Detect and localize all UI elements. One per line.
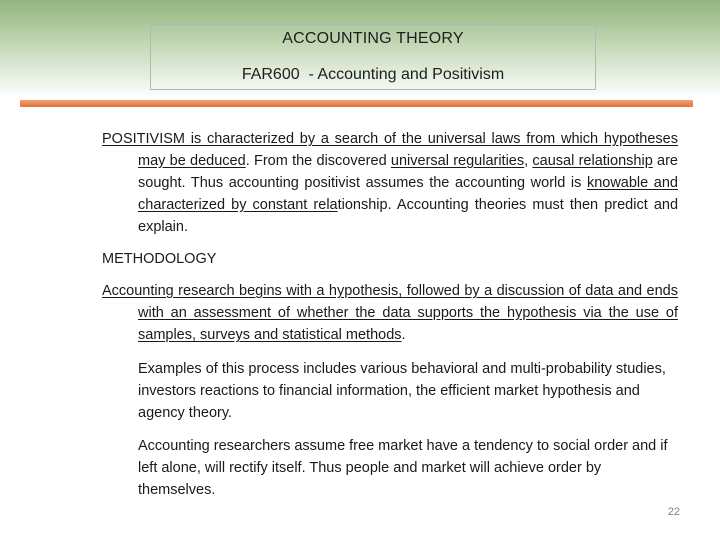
universal-regularities: universal regularities (390, 153, 525, 169)
positivism-definition: POSITIVISM is characterized by a search of the universal laws from which hypotheses may be deduced (102, 131, 678, 169)
methodology-period: . (401, 327, 406, 343)
slide-title: ACCOUNTING THEORY (282, 30, 464, 47)
positivism-paragraph (102, 128, 678, 238)
methodology-paragraph (102, 280, 678, 346)
examples-paragraph: Examples of this process includes various behavioral and multi-probability studies, investors reactions to financial information, the efficient market hypothesis and agency theory. (138, 361, 666, 421)
free-market-paragraph: Accounting researchers assume free market have a tendency to social order and if left alone, will rectify itself. Thus people and market will achieve order by themselves. (138, 438, 668, 498)
slide-subtitle: FAR600 - Accounting and Positivism (241, 66, 505, 83)
page-number: 22 (667, 506, 680, 518)
methodology-heading: METHODOLOGY (102, 251, 217, 267)
accent-bar (20, 100, 693, 107)
positivism-text-1: . From the discovered (245, 153, 391, 169)
knowable-phrase: knowable and characterized by constant rela (138, 175, 678, 213)
positivism-text-3: are sought. Thus accounting positivist assumes the accounting world is (138, 153, 678, 191)
positivism-text-4: tionship. Accounting theories must then predict and explain. (138, 197, 679, 235)
slide-content (102, 128, 678, 501)
methodology-underlined: Accounting research begins with a hypothesis, followed by a discussion of data and ends with an assessment of whether the data supports the hypothesis via the use of samples, surveys and statistical methods (102, 283, 678, 343)
causal-relationship: causal relationship (532, 153, 653, 169)
positivism-text-2: , (524, 153, 533, 169)
